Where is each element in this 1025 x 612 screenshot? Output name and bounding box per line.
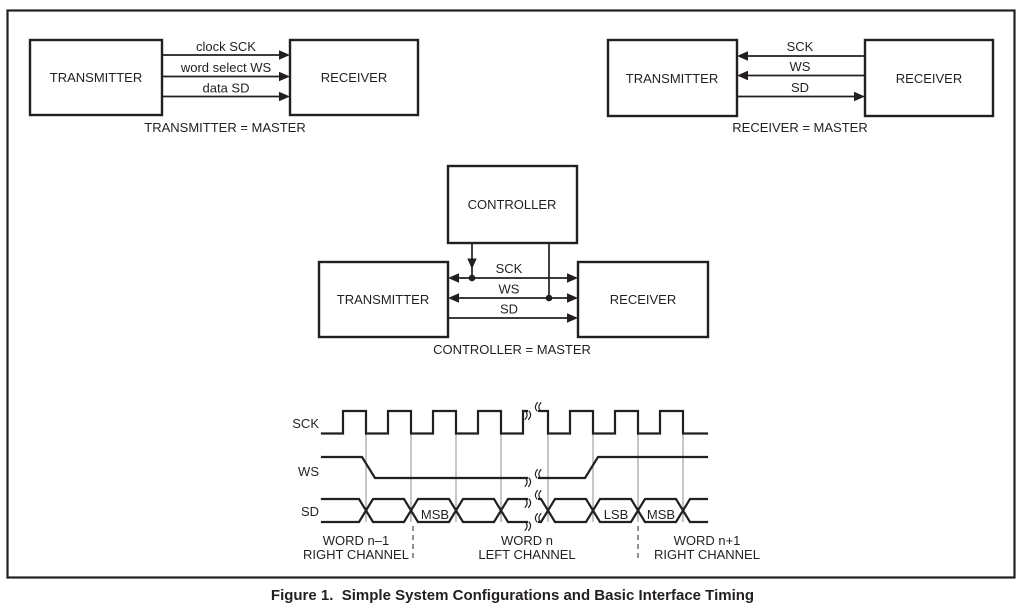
panel-caption: TRANSMITTER = MASTER [144,120,306,135]
arrowhead-right-icon [279,92,290,101]
arrowhead-down-icon [467,259,476,270]
panel-caption: RECEIVER = MASTER [732,120,868,135]
receiver-label: RECEIVER [609,292,677,307]
sd-signal-label: SD [300,504,319,519]
sck-wire-label: clock SCK [196,39,256,54]
ws-wire-label: WS [789,59,811,74]
word-n-1-channel: RIGHT CHANNEL [303,547,409,562]
figure-caption: Figure 1. Simple System Configurations and Basic Interface Timing [270,587,755,604]
arrowhead-right-icon [567,313,578,322]
sck-wire-label: SCK [495,261,523,276]
sck-signal-label: SCK [292,416,319,431]
transmitter-label: TRANSMITTER [625,71,719,86]
arrowhead-left-icon [737,51,748,60]
arrowhead-left-icon [448,293,459,302]
word-n-channel: LEFT CHANNEL [478,547,576,562]
arrowhead-right-icon [567,273,578,282]
ws-waveform [322,457,707,478]
sd-wire-label: data SD [202,80,250,96]
panel-controller-master [319,166,708,357]
sd-wire-label: SD [790,80,810,95]
word-n-1-label: WORD n–1 [322,533,390,548]
word-n-plus-1-label: WORD n+1 [673,533,741,548]
arrowhead-right-icon [279,72,290,81]
lsb-cell-label: LSB [603,507,629,522]
receiver-label: RECEIVER [320,70,388,85]
arrowhead-right-icon [854,92,865,101]
arrowhead-right-icon [279,50,290,59]
ws-wire-label: word select WS [180,60,272,75]
transmitter-label: TRANSMITTER [336,292,430,307]
ws-wire-label: WS [498,281,520,297]
panel-caption: CONTROLLER = MASTER [433,342,591,357]
word-n-label: WORD n [501,533,553,548]
arrowhead-left-icon [737,71,748,80]
panel-receiver-master [608,39,993,135]
controller-label: CONTROLLER [467,197,557,212]
sd-wire-label: SD [499,301,519,317]
transmitter-label: TRANSMITTER [49,70,143,85]
ws-signal-label: WS [298,464,319,479]
msb-cell-label: MSB [420,507,450,522]
msb-cell-label: MSB [646,507,676,522]
arrowhead-left-icon [448,273,459,282]
sck-waveform [322,411,707,434]
receiver-label: RECEIVER [895,71,963,86]
panel-transmitter-master [30,39,418,135]
word-n-plus-1-channel: RIGHT CHANNEL [654,547,760,562]
arrowhead-right-icon [567,293,578,302]
timing-diagram [292,403,760,563]
sck-wire-label: SCK [786,39,814,54]
